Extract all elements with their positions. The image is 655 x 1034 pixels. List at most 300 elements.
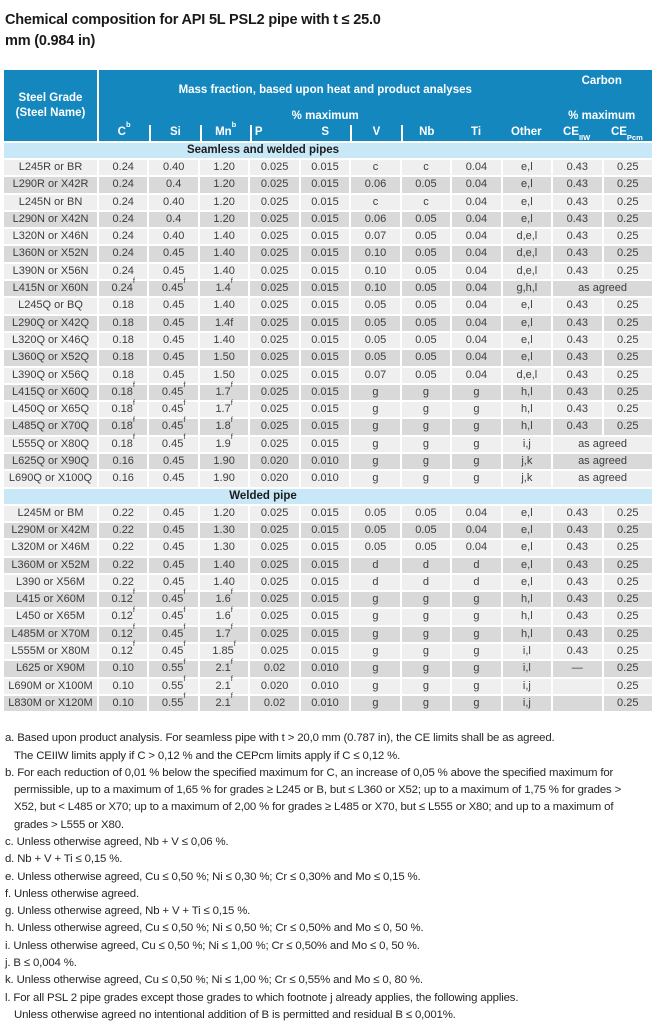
value-cell: 0.015: [301, 385, 349, 400]
value-cell: 0.25: [604, 160, 652, 175]
value-cell: g: [402, 419, 450, 434]
value-cell: 0.025: [250, 229, 298, 244]
value-cell: 0.025: [250, 644, 298, 659]
value-cell: 0.015: [301, 281, 349, 296]
value-cell: d: [402, 575, 450, 590]
value-cell: 0.25: [604, 558, 652, 573]
value-cell: g: [351, 627, 399, 642]
value-cell: 0.025: [250, 195, 298, 210]
value-cell: 0.05: [402, 246, 450, 261]
steel-grade-cell: L290Q or X42Q: [4, 316, 97, 331]
footnote-line: g. Unless otherwise agreed, Nb + V + Ti ≤ 0,15 %.: [5, 905, 251, 918]
value-cell: 0.43: [553, 523, 601, 538]
value-cell: 0.025: [250, 609, 298, 624]
value-cell: g: [452, 402, 500, 417]
value-cell: 0.24: [99, 177, 147, 192]
value-cell: 0.25: [604, 402, 652, 417]
value-cell: g: [402, 696, 450, 711]
column-header-ti: Ti: [471, 126, 482, 138]
column-header-p: P: [250, 125, 300, 141]
value-cell: 1.40: [200, 575, 248, 590]
value-cell: 1.20: [200, 177, 248, 192]
steel-grade-cell: L555M or X80M: [4, 644, 97, 659]
value-cell: 0.45: [149, 316, 197, 331]
steel-grade-cell: L390 or X56M: [4, 575, 97, 590]
value-cell: 0.22: [99, 523, 147, 538]
value-cell: d: [351, 558, 399, 573]
value-cell: 0.4: [149, 177, 197, 192]
value-cell: g: [402, 402, 450, 417]
value-cell: 0.22: [99, 506, 147, 521]
value-cell: 0.40: [149, 160, 197, 175]
steel-grade-cell: L245M or BM: [4, 506, 97, 521]
steel-grade-cell: L245N or BN: [4, 195, 97, 210]
section-header: Seamless and welded pipes: [4, 143, 652, 158]
value-cell: 0.05: [351, 350, 399, 365]
value-cell: 0.43: [553, 298, 601, 313]
value-cell: h,l: [503, 592, 551, 607]
value-cell: 0.025: [250, 540, 298, 555]
value-cell: 0.43: [553, 609, 601, 624]
value-cell: d,e,l: [503, 368, 551, 383]
value-cell: 0.12$^f$: [99, 609, 147, 624]
value-cell: 0.015: [301, 540, 349, 555]
page-title-line-1: Chemical composition for API 5L PSL2 pipe with t ≤ 25.0: [5, 12, 381, 28]
value-cell: g: [351, 437, 399, 452]
value-cell: i,j: [503, 437, 551, 452]
value-cell: 0.05: [402, 540, 450, 555]
value-cell: e,l: [503, 316, 551, 331]
value-cell: c: [402, 160, 450, 175]
value-cell: 0.010: [301, 454, 349, 469]
value-cell: 2.1$^f$: [200, 679, 248, 694]
value-cell: 0.025: [250, 246, 298, 261]
steel-grade-cell: L690Q or X100Q: [4, 471, 97, 486]
table-body: [4, 143, 652, 711]
value-cell: 1.90: [200, 471, 248, 486]
value-cell: 0.55$^f$: [149, 696, 197, 711]
table-header: [4, 70, 652, 141]
value-cell: g: [402, 661, 450, 676]
value-cell: 1.8$^f$: [200, 419, 248, 434]
steel-grade-cell: L415Q or X60Q: [4, 385, 97, 400]
value-cell: g: [351, 419, 399, 434]
value-cell: 0.04: [452, 177, 500, 192]
value-cell: 0.25: [604, 696, 652, 711]
value-cell: 1.6$^f$: [200, 592, 248, 607]
steel-grade-cell: L830M or X120M: [4, 696, 97, 711]
value-cell: 0.25: [604, 368, 652, 383]
value-cell: 0.43: [553, 575, 601, 590]
value-cell: e,l: [503, 333, 551, 348]
composition-table: [4, 70, 652, 711]
value-cell: 0.015: [301, 523, 349, 538]
value-cell: 0.43: [553, 246, 601, 261]
value-cell: 0.22: [99, 540, 147, 555]
column-header-s: S: [321, 126, 330, 138]
value-cell: 0.015: [301, 333, 349, 348]
value-cell: 0.18$^f$: [99, 385, 147, 400]
value-cell: e,l: [503, 195, 551, 210]
value-cell: d: [452, 575, 500, 590]
value-cell: 0.025: [250, 558, 298, 573]
value-cell: 0.18$^f$: [99, 419, 147, 434]
value-cell: 0.45: [149, 246, 197, 261]
value-cell: i,j: [503, 696, 551, 711]
value-cell: g: [402, 627, 450, 642]
value-cell: d: [402, 558, 450, 573]
value-cell: [553, 679, 601, 694]
footnote-line: i. Unless otherwise agreed, Cu ≤ 0,50 %; Ni ≤ 1,00 %; Cr ≤ 0,50% and Mo ≤ 0, 50 %.: [5, 939, 420, 952]
value-cell: 0.12$^f$: [99, 644, 147, 659]
steel-grade-cell: L485Q or X70Q: [4, 419, 97, 434]
value-cell: 0.05: [402, 523, 450, 538]
value-cell: g: [402, 437, 450, 452]
value-cell: 0.45: [149, 368, 197, 383]
value-cell: 0.02: [250, 661, 298, 676]
steel-grade-cell: L290N or X42N: [4, 212, 97, 227]
value-cell: 0.43: [553, 402, 601, 417]
value-cell: 0.05: [402, 281, 450, 296]
value-cell: g: [402, 471, 450, 486]
value-cell: 0.05: [402, 229, 450, 244]
value-cell: h,l: [503, 419, 551, 434]
footnote-line: b. For each reduction of 0,01 % below the specified maximum for C, an increase of 0,05 % above the specified maximum for: [5, 766, 614, 779]
steel-grade-cell: L245Q or BQ: [4, 298, 97, 313]
value-cell: g: [452, 385, 500, 400]
value-cell: e,l: [503, 177, 551, 192]
value-cell: 0.025: [250, 160, 298, 175]
footnote-line: grades > L555 or X80.: [14, 818, 124, 831]
value-cell: 1.20: [200, 195, 248, 210]
value-cell: 0.015: [301, 419, 349, 434]
value-cell: j,k: [503, 471, 551, 486]
section-rows: [4, 160, 652, 487]
value-cell: 0.45: [149, 471, 197, 486]
value-cell: 0.18: [99, 350, 147, 365]
value-cell: 0.10: [351, 246, 399, 261]
value-cell: 0.18$^f$: [99, 402, 147, 417]
footnote-line: Unless otherwise agreed no intentional addition of B is permitted and residual B ≤ 0,001%.: [14, 1008, 456, 1021]
value-cell: g: [452, 661, 500, 676]
value-cell: 1.85$^f$: [200, 644, 248, 659]
value-cell: 0.24: [99, 160, 147, 175]
steel-grade-cell: L360Q or X52Q: [4, 350, 97, 365]
value-cell: 0.43: [553, 316, 601, 331]
value-cell: g: [452, 696, 500, 711]
value-cell: 0.43: [553, 385, 601, 400]
carbon-header: Carbon: [581, 75, 622, 87]
value-cell: 0.45: [149, 264, 197, 279]
value-cell: c: [351, 195, 399, 210]
steel-grade-cell: L390Q or X56Q: [4, 368, 97, 383]
value-cell: g: [452, 419, 500, 434]
value-cell: e,l: [503, 523, 551, 538]
value-cell: 0.015: [301, 368, 349, 383]
value-cell: 0.04: [452, 350, 500, 365]
header-pct-max-row: [99, 109, 652, 125]
value-cell: g: [402, 679, 450, 694]
value-cell: 0.025: [250, 385, 298, 400]
value-cell: 0.015: [301, 212, 349, 227]
page-title: [5, 10, 649, 52]
value-cell: 0.015: [301, 177, 349, 192]
value-cell: 0.015: [301, 402, 349, 417]
steel-grade-cell: L360N or X52N: [4, 246, 97, 261]
footnote-line: l. For all PSL 2 pipe grades except those grades to which footnote j already applies, the following applies.: [5, 991, 519, 1004]
value-cell: g: [351, 661, 399, 676]
value-cell: 0.04: [452, 368, 500, 383]
value-cell: 0.04: [452, 212, 500, 227]
value-cell: h,l: [503, 627, 551, 642]
value-cell: 1.30: [200, 540, 248, 555]
value-cell: 1.40: [200, 298, 248, 313]
value-cell: 0.025: [250, 592, 298, 607]
value-cell: 0.43: [553, 419, 601, 434]
value-cell: 0.45: [149, 333, 197, 348]
value-cell: 0.25: [604, 212, 652, 227]
footnote-line: c. Unless otherwise agreed, Nb + V ≤ 0,06 %.: [5, 835, 229, 848]
column-header-nb: Nb: [401, 125, 451, 141]
value-cell: 0.05: [402, 506, 450, 521]
value-cell: 0.43: [553, 540, 601, 555]
value-cell: g: [351, 402, 399, 417]
value-cell: 0.05: [351, 523, 399, 538]
value-cell: 0.24$^f$: [99, 281, 147, 296]
value-cell: 0.43: [553, 264, 601, 279]
steel-grade-header-line-1: Steel Grade: [18, 91, 83, 104]
footnote-line: f. Unless otherwise agreed.: [5, 887, 139, 900]
value-cell: 0.015: [301, 298, 349, 313]
value-cell: 0.10: [99, 661, 147, 676]
steel-grade-cell: L320N or X46N: [4, 229, 97, 244]
value-cell: 0.25: [604, 385, 652, 400]
steel-grade-cell: L485M or X70M: [4, 627, 97, 642]
value-cell: 1.40: [200, 229, 248, 244]
value-cell: 1.20: [200, 506, 248, 521]
value-cell: 0.10: [351, 281, 399, 296]
value-cell: c: [402, 195, 450, 210]
value-cell: 0.45$^f$: [149, 609, 197, 624]
value-cell: 0.04: [452, 506, 500, 521]
value-cell: g: [452, 609, 500, 624]
value-cell: 0.07: [351, 368, 399, 383]
value-cell: 0.18: [99, 298, 147, 313]
value-cell: e,l: [503, 540, 551, 555]
value-cell: 0.025: [250, 575, 298, 590]
column-headers-row: [99, 120, 652, 143]
value-cell: 0.25: [604, 419, 652, 434]
value-cell: 0.43: [553, 195, 601, 210]
value-cell: 0.10: [351, 264, 399, 279]
value-cell: g: [351, 592, 399, 607]
value-cell: 0.04: [452, 264, 500, 279]
value-cell: 0.025: [250, 316, 298, 331]
value-cell: 0.025: [250, 350, 298, 365]
value-cell: 0.12$^f$: [99, 592, 147, 607]
value-cell: 0.45$^f$: [149, 385, 197, 400]
section-header: Welded pipe: [4, 489, 652, 504]
value-cell: 0.18: [99, 368, 147, 383]
value-cell: i,l: [503, 661, 551, 676]
value-cell: 0.04: [452, 229, 500, 244]
value-cell: 1.40: [200, 558, 248, 573]
value-cell: 0.05: [402, 212, 450, 227]
value-cell: 1.50: [200, 350, 248, 365]
steel-grade-cell: L415 or X60M: [4, 592, 97, 607]
value-cell: g: [402, 592, 450, 607]
value-cell: 0.45$^f$: [149, 437, 197, 452]
value-cell: 0.06: [351, 177, 399, 192]
section-rows: [4, 506, 652, 712]
value-cell: e,l: [503, 558, 551, 573]
value-cell: g: [351, 679, 399, 694]
column-header-ceiiw: $CE_{IIW}$: [562, 126, 591, 143]
steel-grade-cell: L320M or X46M: [4, 540, 97, 555]
value-cell: 0.16: [99, 471, 147, 486]
value-cell: 0.25: [604, 316, 652, 331]
value-cell: i,j: [503, 679, 551, 694]
value-cell: 0.45: [149, 350, 197, 365]
value-cell: 0.025: [250, 523, 298, 538]
value-cell: 0.05: [402, 368, 450, 383]
value-cell: 0.25: [604, 333, 652, 348]
value-cell: g,h,l: [503, 281, 551, 296]
value-cell: 0.04: [452, 298, 500, 313]
value-cell: 0.45$^f$: [149, 419, 197, 434]
value-cell: 0.25: [604, 523, 652, 538]
value-cell: 0.25: [604, 298, 652, 313]
value-cell: 0.020: [250, 471, 298, 486]
value-cell: 0.015: [301, 160, 349, 175]
value-cell: 0.22: [99, 558, 147, 573]
value-cell: 0.45: [149, 540, 197, 555]
value-cell: 0.25: [604, 350, 652, 365]
value-cell: 0.04: [452, 540, 500, 555]
value-cell: g: [452, 592, 500, 607]
footnote-line: a. Based upon product analysis. For seamless pipe with t > 20,0 mm (0.787 in), the CE limits shall be as agreed.: [5, 732, 555, 745]
value-cell: 0.04: [452, 281, 500, 296]
mass-fraction-header: Mass fraction, based upon heat and product analyses: [178, 83, 472, 96]
value-cell: 0.43: [553, 506, 601, 521]
value-cell: 0.25: [604, 679, 652, 694]
header-group-row: [99, 70, 652, 109]
value-cell: 0.25: [604, 644, 652, 659]
value-cell: 1.40: [200, 246, 248, 261]
value-cell: 1.7$^f$: [200, 385, 248, 400]
steel-grade-cell: L625 or X90M: [4, 661, 97, 676]
steel-grade-cell: L415N or X60N: [4, 281, 97, 296]
value-cell: 0.025: [250, 627, 298, 642]
steel-grade-cell: L320Q or X46Q: [4, 333, 97, 348]
document-page: [0, 10, 655, 1034]
value-cell: 2.1$^f$: [200, 661, 248, 676]
value-cell: e,l: [503, 298, 551, 313]
value-cell: 1.90: [200, 454, 248, 469]
value-cell: 0.020: [250, 679, 298, 694]
value-cell: 0.43: [553, 644, 601, 659]
value-cell: as agreed: [553, 437, 652, 452]
value-cell: h,l: [503, 402, 551, 417]
footnote-line: k. Unless otherwise agreed, Cu ≤ 0,50 %; Ni ≤ 1,00 %; Cr ≤ 0,55% and Mo ≤ 0, 80 %.: [5, 974, 423, 987]
value-cell: 0.25: [604, 661, 652, 676]
steel-grade-cell: L390N or X56N: [4, 264, 97, 279]
value-cell: 0.25: [604, 229, 652, 244]
value-cell: 0.10: [99, 696, 147, 711]
value-cell: 2.1$^f$: [200, 696, 248, 711]
value-cell: 0.025: [250, 437, 298, 452]
value-cell: 0.24: [99, 212, 147, 227]
value-cell: 0.45: [149, 523, 197, 538]
value-cell: 0.24: [99, 246, 147, 261]
value-cell: —: [553, 661, 601, 676]
value-cell: 0.18$^f$: [99, 437, 147, 452]
value-cell: 1.4$^f$: [200, 281, 248, 296]
value-cell: 0.24: [99, 195, 147, 210]
steel-grade-cell: L450Q or X65Q: [4, 402, 97, 417]
value-cell: 0.05: [402, 298, 450, 313]
value-cell: 0.05: [402, 316, 450, 331]
value-cell: 0.18: [99, 316, 147, 331]
value-cell: 0.025: [250, 333, 298, 348]
value-cell: 0.45: [149, 575, 197, 590]
value-cell: 0.015: [301, 195, 349, 210]
value-cell: 0.015: [301, 627, 349, 642]
value-cell: 0.25: [604, 264, 652, 279]
value-cell: as agreed: [553, 281, 652, 296]
value-cell: 0.24: [99, 264, 147, 279]
value-cell: 0.025: [250, 212, 298, 227]
value-cell: 0.010: [301, 679, 349, 694]
steel-grade-cell: L690M or X100M: [4, 679, 97, 694]
value-cell: 0.025: [250, 402, 298, 417]
footnotes: [5, 730, 651, 1024]
steel-grade-cell: L290M or X42M: [4, 523, 97, 538]
value-cell: g: [452, 454, 500, 469]
value-cell: g: [452, 644, 500, 659]
value-cell: 0.43: [553, 558, 601, 573]
value-cell: 0.43: [553, 368, 601, 383]
value-cell: 0.43: [553, 212, 601, 227]
value-cell: 0.05: [402, 333, 450, 348]
value-cell: 0.25: [604, 540, 652, 555]
value-cell: 0.12$^f$: [99, 627, 147, 642]
value-cell: 1.40: [200, 333, 248, 348]
steel-grade-cell: L360M or X52M: [4, 558, 97, 573]
pct-maximum-left-label: % maximum: [291, 110, 359, 122]
value-cell: 1.50: [200, 368, 248, 383]
value-cell: 0.45$^f$: [149, 627, 197, 642]
value-cell: 0.05: [351, 540, 399, 555]
value-cell: g: [452, 679, 500, 694]
value-cell: e,l: [503, 212, 551, 227]
value-cell: e,l: [503, 350, 551, 365]
value-cell: as agreed: [553, 471, 652, 486]
value-cell: 1.7$^f$: [200, 627, 248, 642]
footnote-line: e. Unless otherwise agreed, Cu ≤ 0,50 %; Ni ≤ 0,30 %; Cr ≤ 0,30% and Mo ≤ 0,15 %.: [5, 870, 421, 883]
value-cell: e,l: [503, 160, 551, 175]
value-cell: 0.015: [301, 592, 349, 607]
value-cell: 0.45$^f$: [149, 281, 197, 296]
value-cell: c: [351, 160, 399, 175]
value-cell: 1.30: [200, 523, 248, 538]
value-cell: g: [452, 627, 500, 642]
steel-grade-header: [4, 70, 97, 141]
footnote-line: The CEIIW limits apply if C > 0,12 % and the CEPcm limits apply if C ≤ 0,12 %.: [14, 749, 401, 762]
value-cell: 0.05: [402, 264, 450, 279]
footnote-line: h. Unless otherwise agreed, Cu ≤ 0,50 %; Ni ≤ 0,50 %; Cr ≤ 0,50% and Mo ≤ 0, 50 %.: [5, 922, 424, 935]
value-cell: 0.06: [351, 212, 399, 227]
